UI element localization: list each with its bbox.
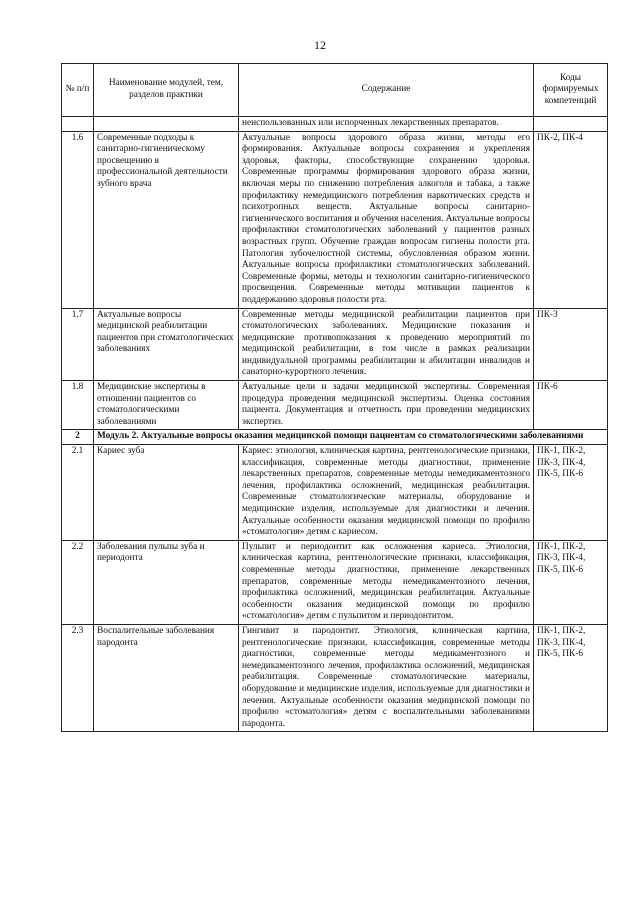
cell-codes: ПК-1, ПК-2, ПК-3, ПК-4, ПК-5, ПК-6 [534,624,608,731]
cell-name: Медицинские экспертизы в отношении пациентов со стоматологическими заболеваниями [94,381,239,430]
cell-content: Современные методы медицинской реабилитации пациентов при стоматологических заболеваниях. Медицинские показания и медицинские противопоказания к проведению мероприятий по медицинской реабилитации, в том числе в рамках реализации индивидуальной программы реабилитации и абилитации инвалидов и санаторно-курортного лечения. [239,308,534,381]
table-row [62,540,608,624]
table-header-row [62,64,608,117]
cell-codes [534,117,608,132]
module-title: Модуль 2. Актуальные вопросы оказания медицинской помощи пациентам со стоматологическими заболеваниями [94,430,608,445]
cell-content: Кариес: этиология, клиническая картина, рентгенологические признаки, классификация, современные методы диагностики, применение лекарственных препаратов, современные методы немедикаментозного лечения, профилактика осложнений, медицинская реабилитация. Современные стоматологические материалы, оборудование и медицинские изделия, используемые для диагностики и лечения. Актуальные особенности оказания медицинской помощи по профилю «стоматология» детям с кариесом. [239,445,534,541]
table-row [62,381,608,430]
table-row [62,308,608,381]
cell-num: 1.6 [62,131,94,308]
module-row [62,430,608,445]
table-row [62,624,608,731]
header-num: № п/п [62,64,94,117]
cell-codes: ПК-2, ПК-4 [534,131,608,308]
module-num: 2 [62,430,94,445]
page-number: 12 [314,38,326,52]
cell-content: Пульпит и периодонтит как осложнения кариеса. Этиология, клиническая картина, рентгенологические признаки, классификация, современные методы диагностики, применение лекарственных препаратов, современные методы немедикаментозного лечения, профилактика осложнений, медицинская реабилитация. Актуальные особенности оказания медицинской помощи по профилю «стоматология» детям с пульпитом и периодонтитом. [239,540,534,624]
cell-name: Кариес зуба [94,445,239,541]
cell-name: Заболевания пульпы зуба и периодонта [94,540,239,624]
cell-content: неиспользованных или испорченных лекарственных препаратов. [239,117,534,132]
program-table [61,63,608,732]
cell-name [94,117,239,132]
cell-num: 2.3 [62,624,94,731]
cell-name: Воспалительные заболевания пародонта [94,624,239,731]
cell-num: 1.7 [62,308,94,381]
cell-codes: ПК-3 [534,308,608,381]
cell-codes: ПК-1, ПК-2, ПК-3, ПК-4, ПК-5, ПК-6 [534,445,608,541]
cell-codes: ПК-1, ПК-2, ПК-3, ПК-4, ПК-5, ПК-6 [534,540,608,624]
cell-name: Современные подходы к санитарно-гигиеническому просвещению в профессиональной деятельности зубного врача [94,131,239,308]
table-row [62,117,608,132]
cell-codes: ПК-6 [534,381,608,430]
header-name: Наименование модулей, тем, разделов практики [94,64,239,117]
table-row [62,445,608,541]
cell-content: Актуальные цели и задачи медицинской экспертизы. Современная процедура проведения медицинской экспертизы. Оценка состояния пациента. Документация и отчетность при проведении медицинских экспертиз. [239,381,534,430]
cell-name: Актуальные вопросы медицинской реабилитации пациентов при стоматологических заболеваниях [94,308,239,381]
cell-content: Актуальные вопросы здорового образа жизни, методы его формирования. Актуальные вопросы сохранения и укрепления здоровья, факторы, способствующие сохранению здоровья. Современные программы формирования здорового образа жизни, включая меры по снижению потребления алкоголя и табака, а также профилактику немедицинского потребления наркотических средств и психотропных веществ. Актуальные вопросы санитарно-гигиенического воспитания и обучения населения. Актуальные вопросы профилактики стоматологических заболеваний у пациентов разных возрастных групп. Обучение граждан вопросам гигиены полости рта. Патология зубочелюстной системы, обусловленная образом жизни. Актуальные вопросы профилактики стоматологических заболеваний. Современные формы, методы и технологии санитарно-гигиенического просвещения. Современные методы мотивации пациентов к поддержанию здоровья полости рта. [239,131,534,308]
cell-num [62,117,94,132]
header-codes: Коды формируемых компетенций [534,64,608,117]
cell-content: Гингивит и пародонтит. Этиология, клиническая картина, рентгенологические признаки, классификация, современные методы диагностики, современные методы медикаментозного и немедикаментозного лечения, профилактика осложнений, медицинская реабилитация. Современные стоматологические материалы, оборудование и медицинские изделия, используемые для диагностики и лечения. Актуальные особенности оказания медицинской помощи по профилю «стоматология» детям с воспалительными заболеваниями пародонта. [239,624,534,731]
cell-num: 2.1 [62,445,94,541]
header-content: Содержание [239,64,534,117]
cell-num: 2.2 [62,540,94,624]
table-row [62,131,608,308]
cell-num: 1.8 [62,381,94,430]
